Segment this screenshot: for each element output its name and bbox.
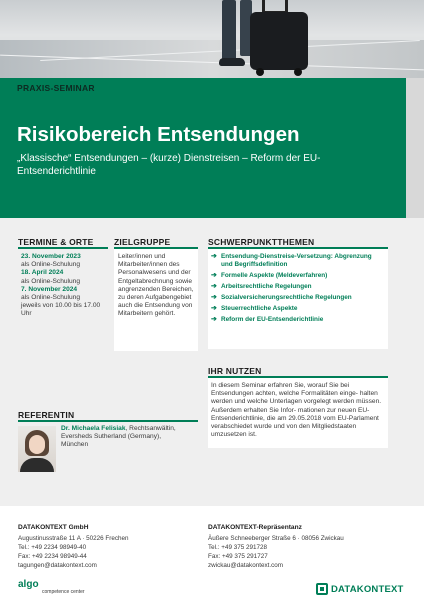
footer-left-tel: Tel.: +49 2234 98949-40 <box>18 544 87 551</box>
footer-left-address: Augustinusstraße 11 A · 50226 Frechen <box>18 535 129 542</box>
date-time: jeweils von 10.00 bis 17.00 Uhr <box>21 302 101 318</box>
page-subtitle: „Klassische“ Entsendungen – (kurze) Dienstreisen – Reform der EU-Entsenderichtlinie <box>17 153 321 177</box>
date-item: 7. November 2024 <box>21 285 78 293</box>
footer-right-heading: DATAKONTEXT-Repräsentanz <box>208 524 302 531</box>
datakontext-logo <box>316 583 404 595</box>
algo-logo-subtitle: competence center <box>42 589 85 595</box>
page-title: Risikobereich Entsendungen <box>17 123 300 146</box>
arrow-right-icon: ➔ <box>211 272 217 279</box>
date-item: 18. April 2024 <box>21 269 64 277</box>
date-mode: als Online-Schulung <box>21 261 81 269</box>
topic-item: ➔ Entsendung-Dienstreise-Versetzung: Abgrenzung und Begriffsdefinition <box>211 253 372 268</box>
schwerpunkte-heading: SCHWERPUNKTTHEMEN <box>208 237 315 247</box>
datakontext-logo-icon <box>316 583 328 595</box>
referentin-rule <box>18 420 198 422</box>
zielgruppe-text: Leiter/innen und Mitarbeiter/innen des Personalwesens und der Entgeltabrechnung sowie angrenzenden Bereichen, zu deren Aufgabengebiet auch die Entsendung von Mitarbeitern gehört. <box>118 253 194 318</box>
footer-right-address: Äußere Schneeberger Straße 6 · 08056 Zwickau <box>208 535 344 542</box>
termine-list <box>21 253 107 319</box>
hero-suitcase-wheel <box>294 68 302 76</box>
datakontext-logo-word: DATAKONTEXT <box>331 583 404 595</box>
date-mode: als Online-Schulung <box>21 277 81 285</box>
date-item: 23. November 2023 <box>21 253 81 260</box>
footer-left-email[interactable]: tagungen@datakontext.com <box>18 562 97 569</box>
arrow-right-icon: ➔ <box>211 253 217 260</box>
speaker-city: München <box>61 441 89 449</box>
termine-rule <box>18 247 108 249</box>
seminar-kicker: PRAXIS-SEMINAR <box>17 83 95 93</box>
topic-item: ➔ Formelle Aspekte (Meldeverfahren) <box>211 272 328 279</box>
hero-traveler-leg <box>222 0 236 62</box>
footer-right-email[interactable]: zwickau@datakontext.com <box>208 562 283 569</box>
topic-item: ➔ Reform der EU-Entsenderichtlinie <box>211 316 324 323</box>
title-banner <box>0 78 406 218</box>
algo-logo: algo <box>18 579 39 590</box>
topic-item: ➔ Arbeitsrechtliche Regelungen <box>211 283 312 290</box>
side-stripe <box>406 78 424 218</box>
footer-right-tel: Tel.: +49 375 291728 <box>208 544 267 551</box>
zielgruppe-heading: ZIELGRUPPE <box>114 237 171 247</box>
nutzen-heading: IHR NUTZEN <box>208 366 262 376</box>
arrow-right-icon: ➔ <box>211 305 217 312</box>
termine-heading: TERMINE & ORTE <box>18 237 94 247</box>
speaker-info <box>61 425 201 450</box>
arrow-right-icon: ➔ <box>211 283 217 290</box>
arrow-right-icon: ➔ <box>211 316 217 323</box>
hero-traveler-shoe <box>219 58 245 66</box>
speaker-role: , Rechtsanwältin, <box>125 425 176 432</box>
speaker-name: Dr. Michaela Felisiak <box>61 425 126 432</box>
topic-item: ➔ Steuerrechtliche Aspekte <box>211 305 298 312</box>
speaker-org: Eversheds Sutherland (Germany), <box>61 433 162 441</box>
hero-image <box>0 0 424 78</box>
date-mode: als Online-Schulung <box>21 294 81 302</box>
referentin-heading: REFERENTIN <box>18 410 75 420</box>
footer-left-fax: Fax: +49 2234 98949-44 <box>18 553 87 560</box>
speaker-photo <box>18 426 56 472</box>
topic-item: ➔ Sozialversicherungsrechtliche Regelungen <box>211 294 352 301</box>
nutzen-text: In diesem Seminar erfahren Sie, worauf Sie bei Entsendungen achten, welche Formalitäten einge- halten werden und welche Unterlagen vorgelegt werden müssen. Außerdem erhalten Sie Infor- mationen zur neuen EU-Entsenderichtlinie, die am 29.05.2018 vom EU-Parlament verabschiedet wurde und von den Mitgliedstaaten umzusetzen ist. <box>211 382 382 439</box>
schwerpunkte-list <box>211 253 385 327</box>
arrow-right-icon: ➔ <box>211 294 217 301</box>
hero-suitcase-wheel <box>256 68 264 76</box>
footer-left-heading: DATAKONTEXT GmbH <box>18 524 89 531</box>
hero-suitcase <box>250 12 308 70</box>
footer-right-fax: Fax: +49 375 291727 <box>208 553 268 560</box>
